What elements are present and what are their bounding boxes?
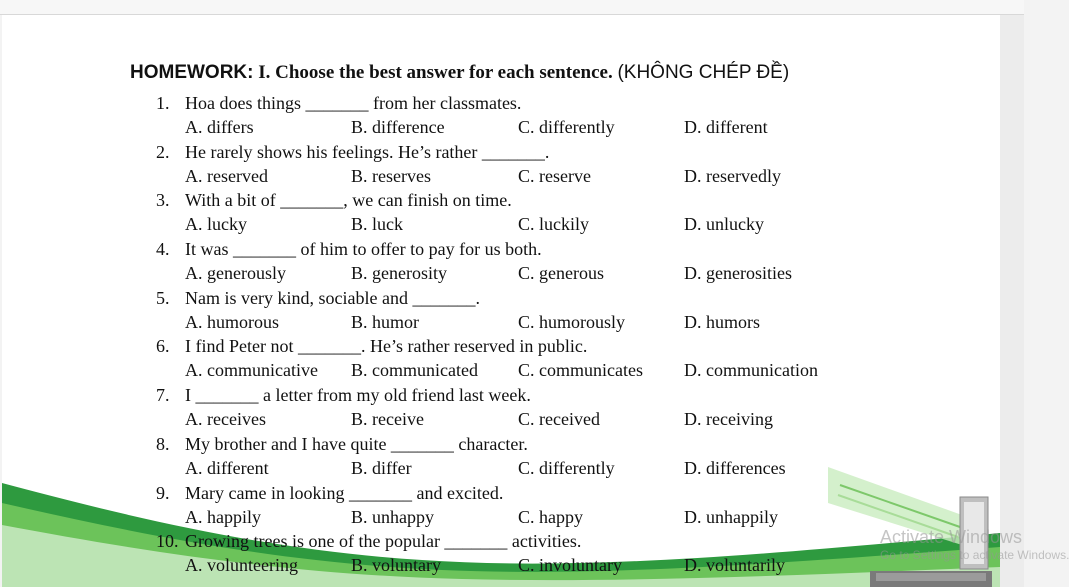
question-item <box>156 530 856 579</box>
instruction-text: Choose the best answer for each sentence. <box>275 62 613 83</box>
question-item <box>156 189 856 238</box>
question-stem <box>156 433 528 455</box>
question-text: Hoa does things _______ from her classmates. <box>185 93 522 113</box>
question-stem <box>156 335 587 357</box>
question-text: My brother and I have quite _______ character. <box>185 433 528 454</box>
answer-options <box>185 311 865 333</box>
question-item <box>156 384 856 433</box>
option-a: A. different <box>185 457 269 478</box>
option-d: D. receiving <box>684 409 773 430</box>
option-d: D. unhappily <box>684 506 778 527</box>
option-d: D. differences <box>684 457 786 478</box>
option-c: C. differently <box>518 117 615 137</box>
option-b: B. unhappy <box>351 506 434 527</box>
question-text: He rarely shows his feelings. He’s rather _______. <box>185 141 550 162</box>
activation-watermark-subtext: Go to Settings to activate Windows. <box>880 548 1069 562</box>
question-number: 8. <box>156 433 170 454</box>
question-text: It was _______ of him to offer to pay for us both. <box>185 239 542 260</box>
option-b: B. generosity <box>351 263 447 284</box>
option-d: D. generosities <box>684 263 792 284</box>
question-text: With a bit of _______, we can finish on time. <box>185 190 512 211</box>
question-text: I _______ a letter from my old friend last week. <box>185 385 531 406</box>
question-text: I find Peter not _______. He’s rather reserved in public. <box>185 336 588 357</box>
option-d: D. reservedly <box>684 165 781 186</box>
option-a: A. generously <box>185 263 286 284</box>
question-text: Mary came in looking _______ and excited. <box>185 482 504 503</box>
question-number: 5. <box>156 287 170 308</box>
option-a: A. happily <box>185 506 261 527</box>
question-number: 10. <box>156 531 179 552</box>
question-number: 1. <box>156 93 170 113</box>
answer-options <box>185 554 865 576</box>
option-b: B. luck <box>351 214 403 235</box>
option-b: B. voluntary <box>351 555 441 576</box>
question-item <box>156 433 856 482</box>
activation-watermark: Activate Windows <box>880 527 1023 547</box>
answer-options <box>185 506 865 528</box>
question-number: 7. <box>156 385 170 406</box>
option-b: B. differ <box>351 457 412 478</box>
question-item <box>156 141 856 190</box>
answer-options <box>185 359 865 381</box>
option-b: B. receive <box>351 409 424 430</box>
option-d: D. unlucky <box>684 214 764 235</box>
option-a: A. receives <box>185 409 266 430</box>
option-a: A. volunteering <box>185 555 298 576</box>
option-c: C. involuntary <box>518 555 622 576</box>
option-a: A. differs <box>185 117 254 137</box>
question-number: 3. <box>156 190 170 211</box>
question-stem <box>156 141 549 163</box>
question-number: 2. <box>156 141 170 162</box>
question-item <box>156 335 856 384</box>
option-c: C. communicates <box>518 360 643 381</box>
document-page <box>2 15 1000 587</box>
option-b: B. difference <box>351 117 445 137</box>
option-d: D. different <box>684 117 768 137</box>
question-stem <box>156 482 503 504</box>
question-stem <box>156 287 480 309</box>
option-c: C. differently <box>518 457 615 478</box>
option-d: D. voluntarily <box>684 555 785 576</box>
option-a: A. humorous <box>185 311 279 332</box>
toolbar-strip <box>0 0 1024 15</box>
option-d: D. humors <box>684 311 760 332</box>
option-c: C. generous <box>518 263 604 284</box>
question-number: 6. <box>156 336 170 357</box>
question-item <box>156 482 856 531</box>
question-stem <box>156 92 521 114</box>
option-d: D. communication <box>684 360 818 381</box>
question-stem <box>156 530 581 552</box>
question-stem <box>156 238 542 260</box>
answer-options <box>185 165 865 187</box>
option-a: A. lucky <box>185 214 247 235</box>
question-item <box>156 287 856 336</box>
option-c: C. humorously <box>518 311 626 332</box>
question-stem <box>156 189 512 211</box>
option-c: C. received <box>518 409 600 430</box>
question-text: Nam is very kind, sociable and _______. <box>185 287 480 308</box>
question-text: Growing trees is one of the popular _______ activities. <box>185 531 582 552</box>
question-number: 9. <box>156 482 170 503</box>
question-item <box>156 238 856 287</box>
instruction-note: (KHÔNG CHÉP ĐỀ) <box>617 62 790 83</box>
question-stem <box>156 384 531 406</box>
option-a: A. reserved <box>185 165 268 186</box>
question-list <box>156 92 856 579</box>
answer-options <box>185 457 865 479</box>
answer-options <box>185 262 865 284</box>
option-b: B. humor <box>351 311 420 332</box>
homework-heading <box>130 62 789 84</box>
option-b: B. reserves <box>351 165 431 186</box>
option-a: A. communicative <box>185 360 318 381</box>
window-edge <box>1000 15 1024 587</box>
section-number: I. <box>258 62 271 83</box>
answer-options <box>185 116 865 138</box>
question-item <box>156 92 856 141</box>
answer-options <box>185 408 865 430</box>
answer-options <box>185 213 865 235</box>
option-c: C. luckily <box>518 214 589 235</box>
option-c: C. reserve <box>518 165 591 186</box>
option-c: C. happy <box>518 506 583 527</box>
question-number: 4. <box>156 239 170 260</box>
homework-label: HOMEWORK: <box>130 62 254 83</box>
option-b: B. communicated <box>351 360 478 381</box>
